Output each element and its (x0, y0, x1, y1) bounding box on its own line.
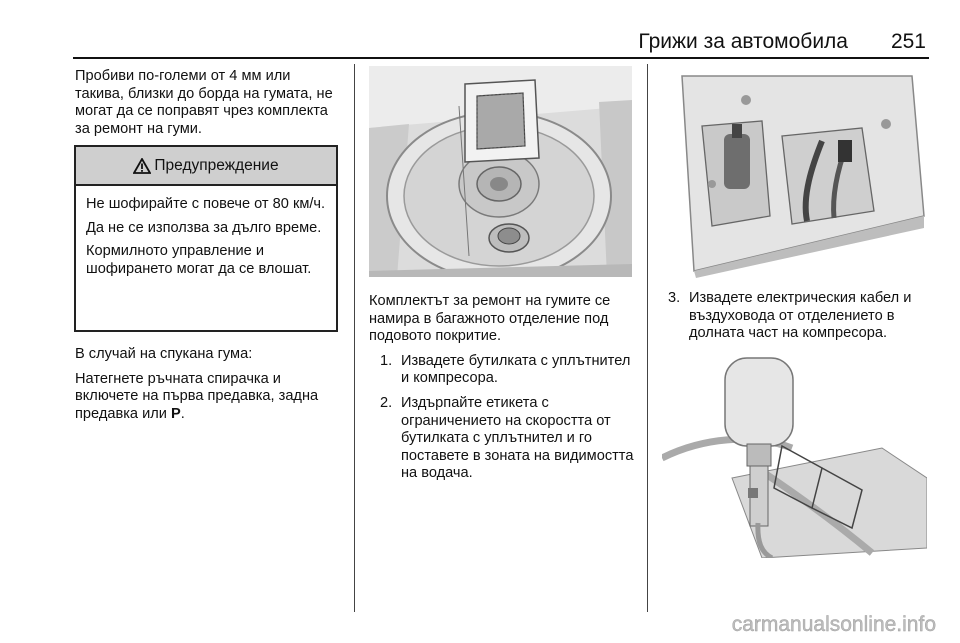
right-text (668, 290, 930, 350)
chapter-title: Грижи за автомобила (638, 30, 848, 53)
kit-location-caption: Комплектът за ремонт на гумите се намира в багажното отделение под подовото покритие. (369, 293, 611, 345)
warning-line: Да не се използва за дълго време. (86, 219, 322, 236)
warning-header (76, 147, 336, 186)
header-rule (73, 57, 929, 59)
trunk-drawing (369, 66, 632, 277)
middle-steps (380, 353, 637, 483)
column-divider-left (354, 64, 355, 612)
warning-line: Не шофирайте с повече от 80 км/ч. (86, 196, 326, 212)
brake-paragraph: Натегнете ръчната спирачка и включете на първа предавка, задна предавка или P. (75, 370, 319, 422)
site-watermark (668, 612, 938, 638)
warning-triangle-icon (133, 158, 151, 174)
left-intro (75, 68, 341, 145)
warning-box (74, 145, 338, 332)
right-steps (668, 290, 930, 343)
sealant-bottle-drawing (662, 348, 927, 558)
warning-line: Кормилното управление и шофирането могат да се влошат. (86, 243, 312, 277)
sealant-bottle-illustration (662, 348, 927, 558)
left-instructions (75, 346, 345, 430)
flat-tire-paragraph: В случай на спукана гума: (75, 346, 253, 362)
trunk-kit-illustration (369, 66, 632, 277)
watermark-logo (668, 612, 938, 638)
warning-title: Предупреждение (154, 156, 279, 174)
svg-text:carmanualsonline.info: carmanualsonline.info (731, 613, 936, 636)
compressor-underside-drawing (662, 66, 927, 278)
intro-paragraph: Пробиви по-големи от 4 мм или такива, близки до борда на гумата, не могат да се поправят чрез комплекта за ремонт на гуми. (75, 68, 333, 137)
compressor-underside-illustration (662, 66, 927, 278)
warning-body (76, 186, 336, 278)
middle-text (369, 293, 637, 490)
step-item: 1. Извадете бутилката с уплътнител и компресора. (380, 352, 631, 387)
column-divider-right (647, 64, 648, 612)
step-item: 3. Извадете електрическия кабел и въздуховода от отделението в долната част на компресора. (668, 290, 912, 342)
step-item: 2. Издърпайте етикета с ограничението на скоростта от бутилката с уплътнител и го поставете в зоната на видимостта на водача. (380, 394, 634, 482)
page-number: 251 (890, 30, 926, 53)
gear-p: P (170, 405, 181, 422)
